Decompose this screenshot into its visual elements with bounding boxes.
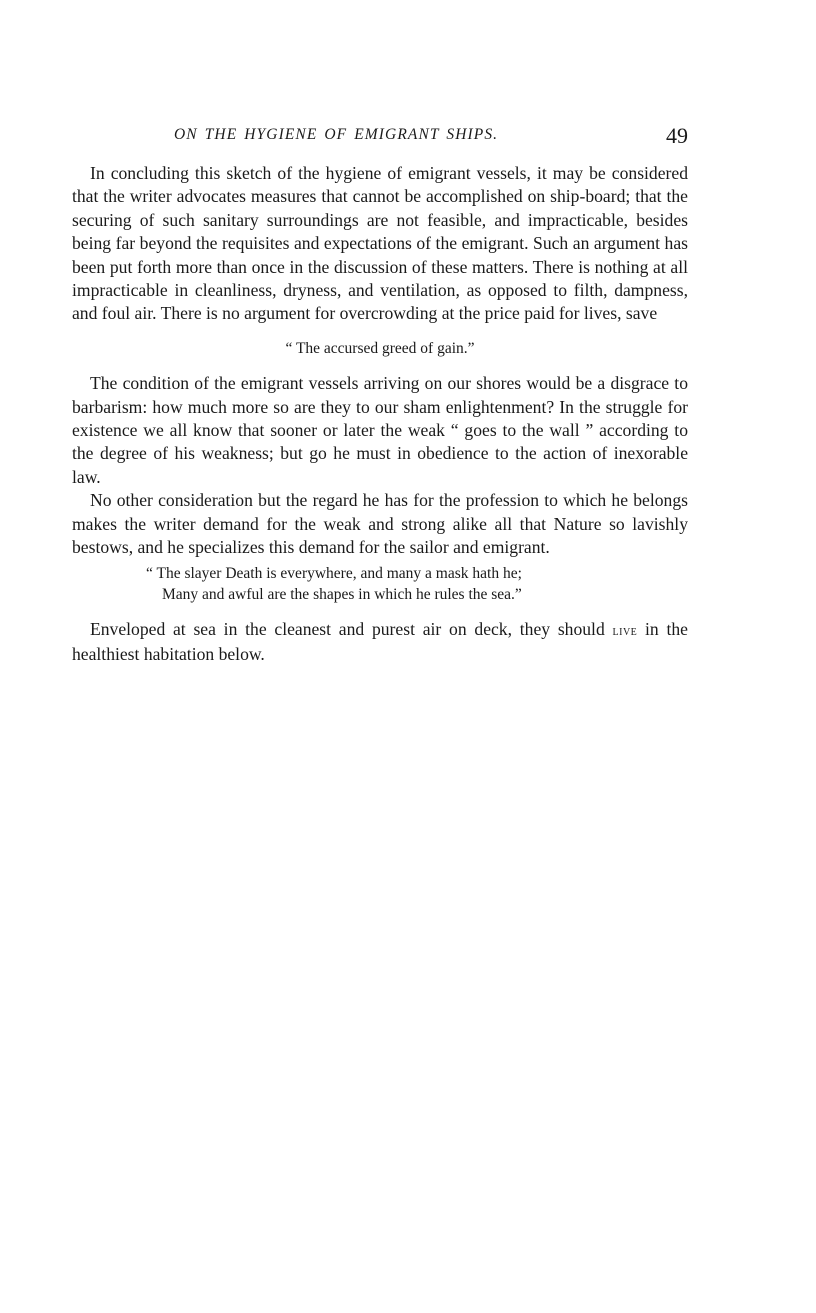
running-head bbox=[72, 123, 688, 152]
paragraph-consideration: No other consideration but the regard he has for the profession to which he belongs makes the writer demand for the weak and strong alike all that Nature so lavishly bestows, and he specializes this demand for the sailor and emigrant. bbox=[72, 490, 688, 558]
verse-quote bbox=[146, 563, 688, 605]
paragraph-concluding: In concluding this sketch of the hygiene of emigrant vessels, it may be considered that the writer advocates measures that cannot be accomplished on ship-board; that the securing of such sanitary surroundings are not feasible, and impracticable, besides being far beyond the requisites and expectations of the emigrant. Such an argument has been put forth more than once in the discussion of these matters. There is nothing at all impracticable in cleanliness, dryness, and ventilation, as opposed to filth, dampness, and foul air. There is no argument for overcrowding at the price paid for lives, save bbox=[72, 163, 688, 324]
paragraph-enveloped bbox=[72, 618, 688, 667]
verse-line: “ The slayer Death is everywhere, and many a mask hath he; bbox=[146, 564, 522, 582]
page-number: 49 bbox=[666, 123, 688, 148]
body-text bbox=[72, 162, 688, 666]
text-run: Enveloped at sea in the cleanest and purest air on deck, they should bbox=[90, 618, 613, 639]
emphasis-live: live bbox=[612, 623, 638, 639]
running-title: ON THE HYGIENE OF EMIGRANT SHIPS. bbox=[174, 126, 499, 143]
verse-line: Many and awful are the shapes in which he rules the sea.” bbox=[162, 585, 522, 603]
quote-greed-of-gain: “ The accursed greed of gain.” bbox=[285, 339, 475, 357]
paragraph-condition: The condition of the emigrant vessels arriving on our shores would be a disgrace to barbarism: how much more so are they to our sham enlightenment? In the struggle for existence we all know that sooner or later the weak “ goes to the wall ” according to the degree of his weakness; but go he must in obedience to the action of inexorable law. bbox=[72, 373, 688, 487]
text-run: in the healthiest habitation below. bbox=[72, 618, 688, 664]
